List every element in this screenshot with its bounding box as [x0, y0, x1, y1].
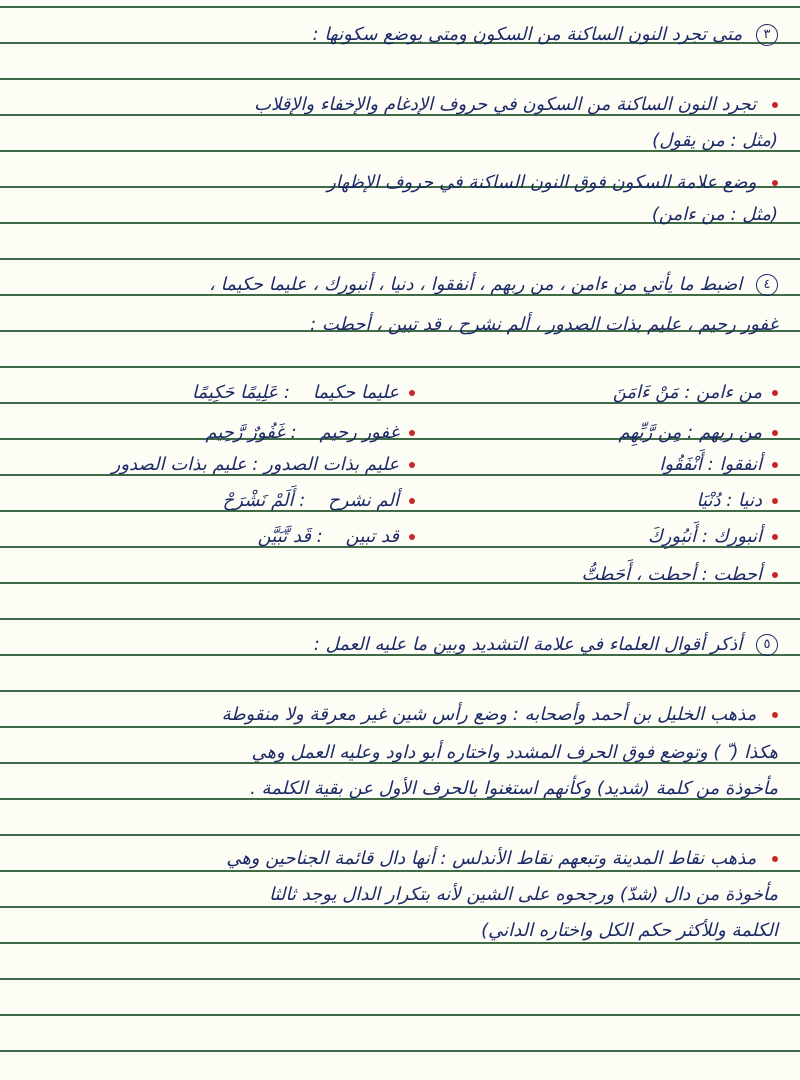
answer-4-right-item: من ربهم : مِن رَّبِّهِم: [618, 420, 778, 446]
bullet-dot: [772, 102, 778, 108]
bullet-dot: [772, 430, 778, 436]
answer-5-para-1-line-3: [18, 776, 778, 802]
answer-4-left-item: عليما حكيما : عَلِيمًا حَكِيمًا: [192, 380, 415, 406]
answer-3-example-1-text: (مثل : من يقول): [652, 130, 778, 151]
answer-4-right-item: أنبورك : أَنبُورِكَ: [648, 524, 778, 550]
bullet-dot: [772, 180, 778, 186]
question-5: [18, 632, 778, 658]
bullet-dot: [772, 462, 778, 468]
question-4-line-2: [18, 312, 778, 338]
question-3: [18, 22, 778, 48]
answer-5-para-1-text-2: هكذا ( ّ ) وتوضع فوق الحرف المشدد واختاره أبو داود وعليه العمل وهي: [251, 742, 778, 763]
answer-4-right-item: من ءامن : مَنْ ءَامَنَ: [613, 380, 778, 406]
answer-5-para-1-text-3: مأخوذة من كلمة (شديد) وكأنهم استغنوا بالحرف الأول عن بقية الكلمة .: [250, 778, 778, 799]
bullet-dot: [772, 856, 778, 862]
bullet-dot: [772, 390, 778, 396]
answer-3-bullet-2: [18, 170, 778, 196]
bullet-dot: [772, 534, 778, 540]
bullet-dot: [772, 572, 778, 578]
answer-4-right-item: دنيا : دُنْيَا: [697, 488, 778, 514]
bullet-dot: [409, 534, 415, 540]
answer-3-bullet-2-text: وضع علامة السكون فوق النون الساكنة في حروف الإظهار: [327, 172, 757, 193]
question-5-text: أذكر أقوال العلماء في علامة التشديد وبين ما عليه العمل :: [313, 634, 743, 655]
question-4-line-1: [18, 272, 778, 298]
answer-4-right-item: أنفقوا : أَنْفَقُوا: [659, 452, 778, 478]
bullet-dot: [772, 498, 778, 504]
answer-5-para-1-text-1: مذهب الخليل بن أحمد وأصحابه : وضع رأس شين غير معرقة ولا منقوطة: [221, 704, 757, 725]
answer-5-para-2-line-2: [18, 882, 778, 908]
answer-5-para-2-text-2: مأخوذة من دال (شدّ) ورجحوه على الشين لأنه بتكرار الدال يوجد ثالثا: [269, 884, 778, 905]
answer-4-left-item: عليم بذات الصدور : عليم بذات الصدور: [112, 452, 415, 478]
answer-4-left-item: ألم نشرح : أَلَمْ نَشْرَحْ: [223, 488, 415, 514]
answer-5-para-2-text-1: مذهب نقاط المدينة وتبعهم نقاط الأندلس : أنها دال قائمة الجناحين وهي: [226, 848, 757, 869]
answer-4-right-item: أحطت : أحطت ، أَحَطتُّ: [581, 562, 778, 588]
answer-5-para-2-line-3: [18, 918, 778, 944]
answer-3-example-2: [18, 202, 778, 228]
question-5-number: ٥: [756, 634, 778, 656]
answer-3-bullet-1: [18, 92, 778, 118]
bullet-dot: [772, 712, 778, 718]
answer-5-para-2-text-3: الكلمة وللأكثر حكم الكل واختاره الداني): [481, 920, 778, 941]
bullet-dot: [409, 498, 415, 504]
answer-3-example-1: [18, 128, 778, 154]
bullet-dot: [409, 390, 415, 396]
question-3-number: ٣: [756, 24, 778, 46]
question-4-text-2: غفور رحيم ، عليم بذات الصدور ، ألم نشرح ، قد تبين ، أحطت :: [310, 314, 778, 335]
bullet-dot: [409, 462, 415, 468]
question-4-number: ٤: [756, 274, 778, 296]
answer-3-example-2-text: (مثل : من ءامن): [651, 204, 778, 225]
answer-5-para-1-line-2: [18, 740, 778, 766]
answer-4-left-item: غفور رحيم : غَفُورٌ رَّحِيم: [205, 420, 415, 446]
answer-5-para-2-line-1: [18, 846, 778, 872]
bullet-dot: [409, 430, 415, 436]
answer-4-left-item: قد تبين : قَد تَّبَيَّن: [258, 524, 415, 550]
answer-5-para-1-line-1: [18, 702, 778, 728]
question-3-text: متى تجرد النون الساكنة من السكون ومتى يوضع سكونها :: [312, 24, 743, 45]
question-4-text-1: اضبط ما يأتي من ءامن ، من ربهم ، أنفقوا ، دنيا ، أنبورك ، عليما حكيما ،: [209, 274, 743, 295]
answer-3-bullet-1-text: تجرد النون الساكنة من السكون في حروف الإدغام والإخفاء والإقلاب: [254, 94, 757, 115]
